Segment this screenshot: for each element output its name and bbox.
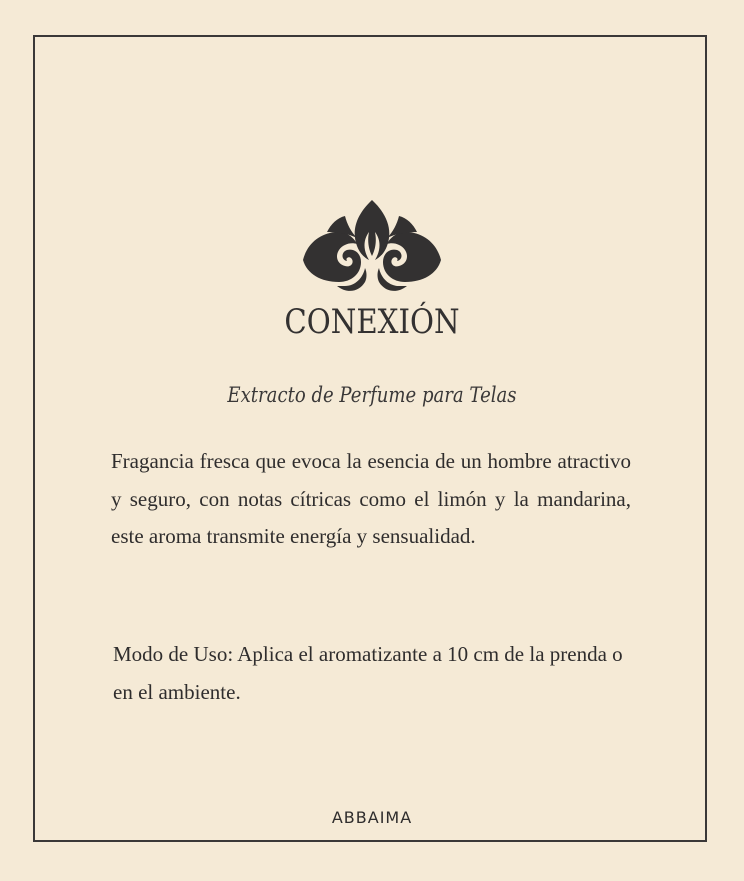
label-frame <box>33 35 707 842</box>
product-description: Fragancia fresca que evoca la esencia de un hombre atractivo y seguro, con notas cítricas como el limón y la mandarina, este aroma transmite energía y sensualidad. <box>111 449 631 548</box>
footer-brand: ABBAIMA <box>331 808 413 827</box>
lotus-left-petal <box>303 232 361 282</box>
product-subtitle: Extracto de Perfume para Telas <box>227 383 517 407</box>
brand-name: CONEXIÓN <box>284 302 460 342</box>
lotus-flower-icon <box>297 196 447 300</box>
usage-instructions: Modo de Uso: Aplica el aromatizante a 10 cm de la prenda o en el ambiente. <box>113 642 623 704</box>
lotus-center-petal <box>355 200 390 260</box>
lotus-right-petal <box>383 232 441 282</box>
